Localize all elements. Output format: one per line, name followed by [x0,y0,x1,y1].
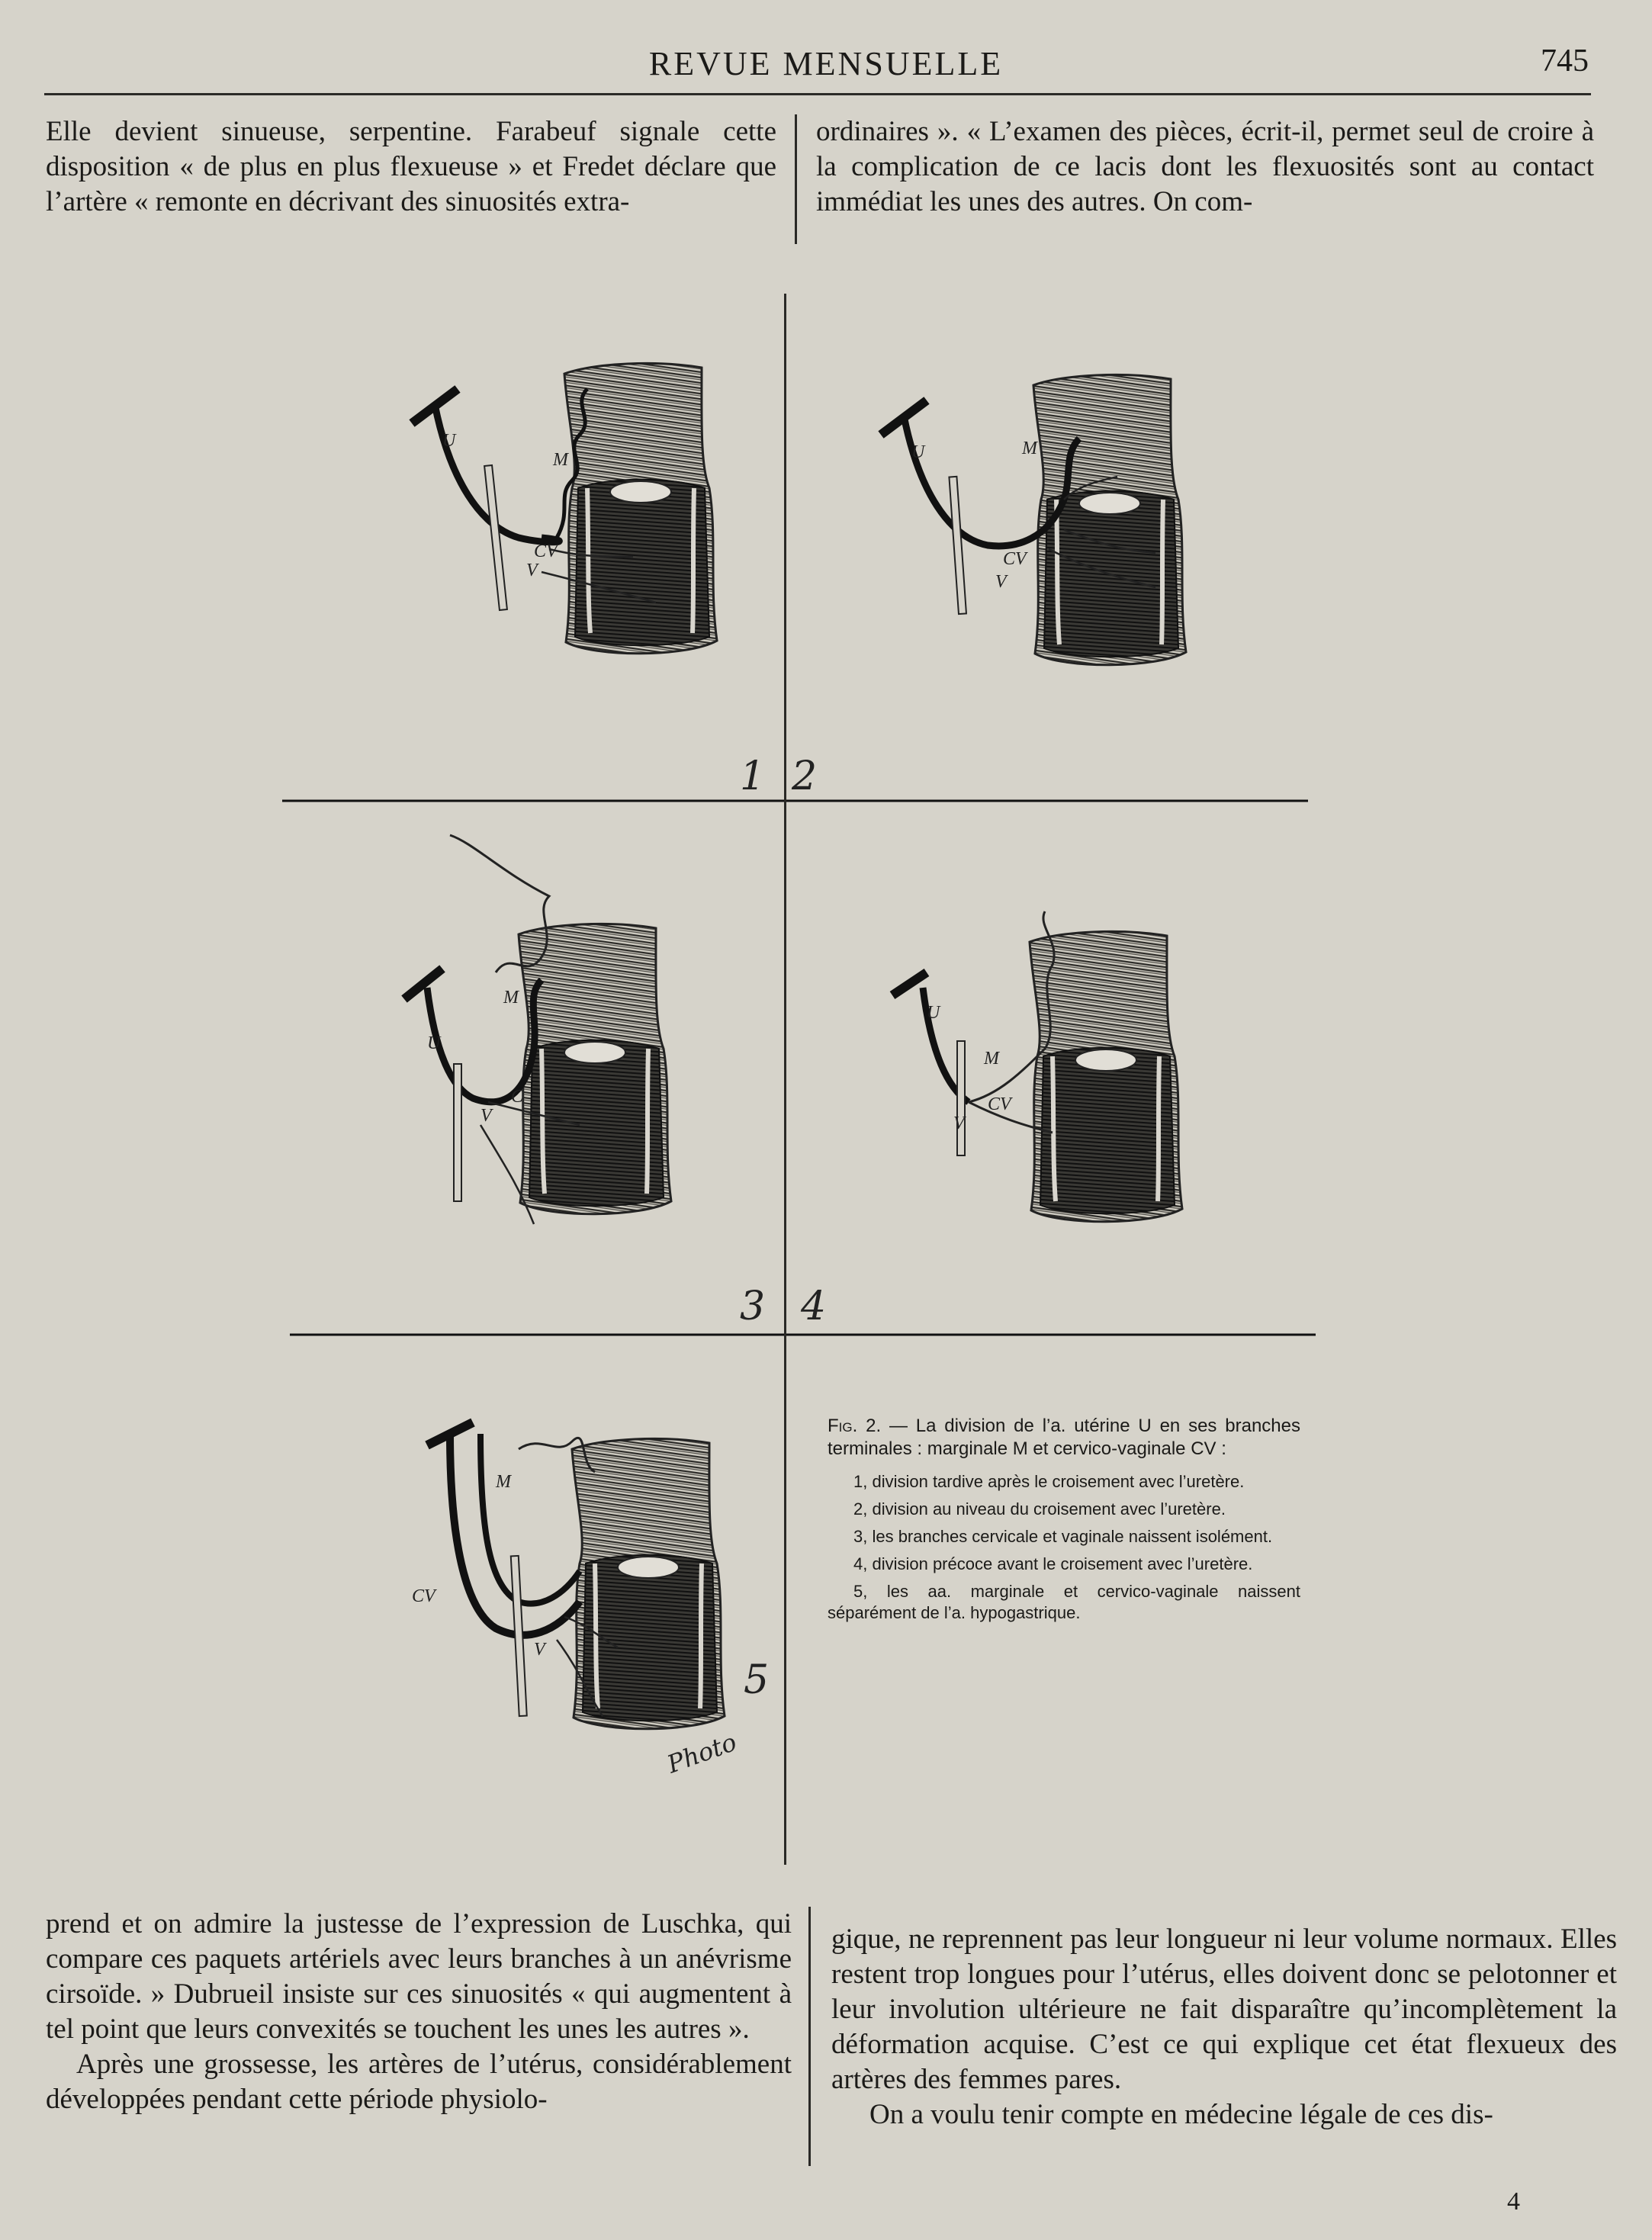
label-cv-4: CV [988,1094,1011,1114]
label-m-2: M [1022,439,1037,458]
caption-item-1: 1, division tardive après le croisement avec l’uretère. [853,1472,1245,1491]
caption-title [828,1415,1300,1461]
label-m-3: M [503,988,519,1008]
label-v-4: V [953,1114,965,1133]
top-right-column [816,114,1594,220]
label-u-2: U [911,442,925,462]
figure-2-illustration [282,294,1319,1911]
figure-column-rule [784,294,786,1865]
panel-label-5: 5 [744,1657,770,1703]
label-m-5: M [496,1472,511,1492]
panel-4 [892,911,1182,1222]
label-m-1: M [553,450,568,470]
page-number: 745 [1541,43,1589,79]
figure-caption [828,1415,1300,1630]
panel-label-3: 3 [740,1284,766,1329]
top-right-paragraph: ordinaires ». « L’examen des pièces, écrit-il, permet seul de croire à la complication de ce lacis dont les flexuosités sont au contact immédiat les unes des autres. On com- [816,116,1594,217]
signature-mark: 4 [1507,2187,1520,2216]
label-u-4: U [927,1003,940,1023]
panel-label-1: 1 [740,754,766,799]
bottom-left-column [46,1907,792,2117]
label-cv-2: CV [1003,549,1027,569]
bottom-right-paragraph-2: On a voulu tenir compte en médecine légale de ces dis- [869,2099,1493,2130]
caption-fig-label: Fig. [828,1416,858,1436]
label-v-2: V [995,572,1007,592]
panel-3 [404,835,671,1224]
panel-label-4: 4 [801,1284,827,1329]
panel-5 [412,1422,725,1729]
caption-item-4: 4, division précoce avant le croisement avec l’uretère. [853,1554,1253,1573]
label-c-3: C [511,1087,524,1107]
bottom-column-rule [808,1907,811,2166]
top-column-rule [795,114,797,244]
label-cv-1: CV [534,542,558,561]
label-u-3: U [427,1033,441,1053]
bottom-right-paragraph-1: gique, ne reprennent pas leur longueur ni leur volume normaux. Elles restent trop longues pour l’utérus, elles doivent donc se pelotonner et leur involution ultérieure ne fait disparaître qu’incomplètement la déformation acquise. C’est ce qui explique cet état flexueux des artères des femmes pares. [831,1923,1617,2095]
label-m-4: M [984,1049,999,1069]
bottom-right-column [831,1922,1617,2132]
label-v-3: V [480,1106,492,1126]
top-left-paragraph: Elle devient sinueuse, serpentine. Farabeuf signale cette disposition « de plus en plus flexueuse » et Fredet déclare que l’artère « remonte en décrivant des sinuosités extra- [46,116,776,217]
illustrator-signature: Photo [663,1727,741,1779]
label-cv-5: CV [412,1586,435,1606]
caption-item-2: 2, division au niveau du croisement avec l’uretère. [853,1499,1226,1519]
panel-2 [881,374,1186,664]
bottom-left-paragraph-2: Après une grossesse, les artères de l’utérus, considérablement développées pendant cette période physiolo- [46,2049,792,2115]
label-u-1: U [442,431,456,451]
header-rule [44,93,1591,95]
caption-item-3: 3, les branches cervicale et vaginale naissent isolément. [853,1527,1273,1546]
label-v-5: V [534,1640,545,1660]
panel-label-2: 2 [792,754,818,799]
running-header: REVUE MENSUELLE [648,45,1004,82]
panel-1 [412,363,717,653]
bottom-left-paragraph-1: prend et on admire la justesse de l’expression de Luschka, qui compare ces paquets artériels avec leurs branches à un anévrisme cirsoïde. » Dubrueil insiste sur ces sinuosités « qui augmentent à tel point que leurs convexités se touchent les unes les autres ». [46,1908,792,2045]
top-left-column [46,114,776,220]
label-v-1: V [526,561,538,580]
caption-item-5: 5, les aa. marginale et cervico-vaginale naissent séparément de l’a. hypogastrique. [828,1582,1300,1622]
caption-fig-text: 2. — La division de l’a. utérine U en ses branches terminales : marginale M et cervico-vaginale CV : [828,1416,1300,1459]
